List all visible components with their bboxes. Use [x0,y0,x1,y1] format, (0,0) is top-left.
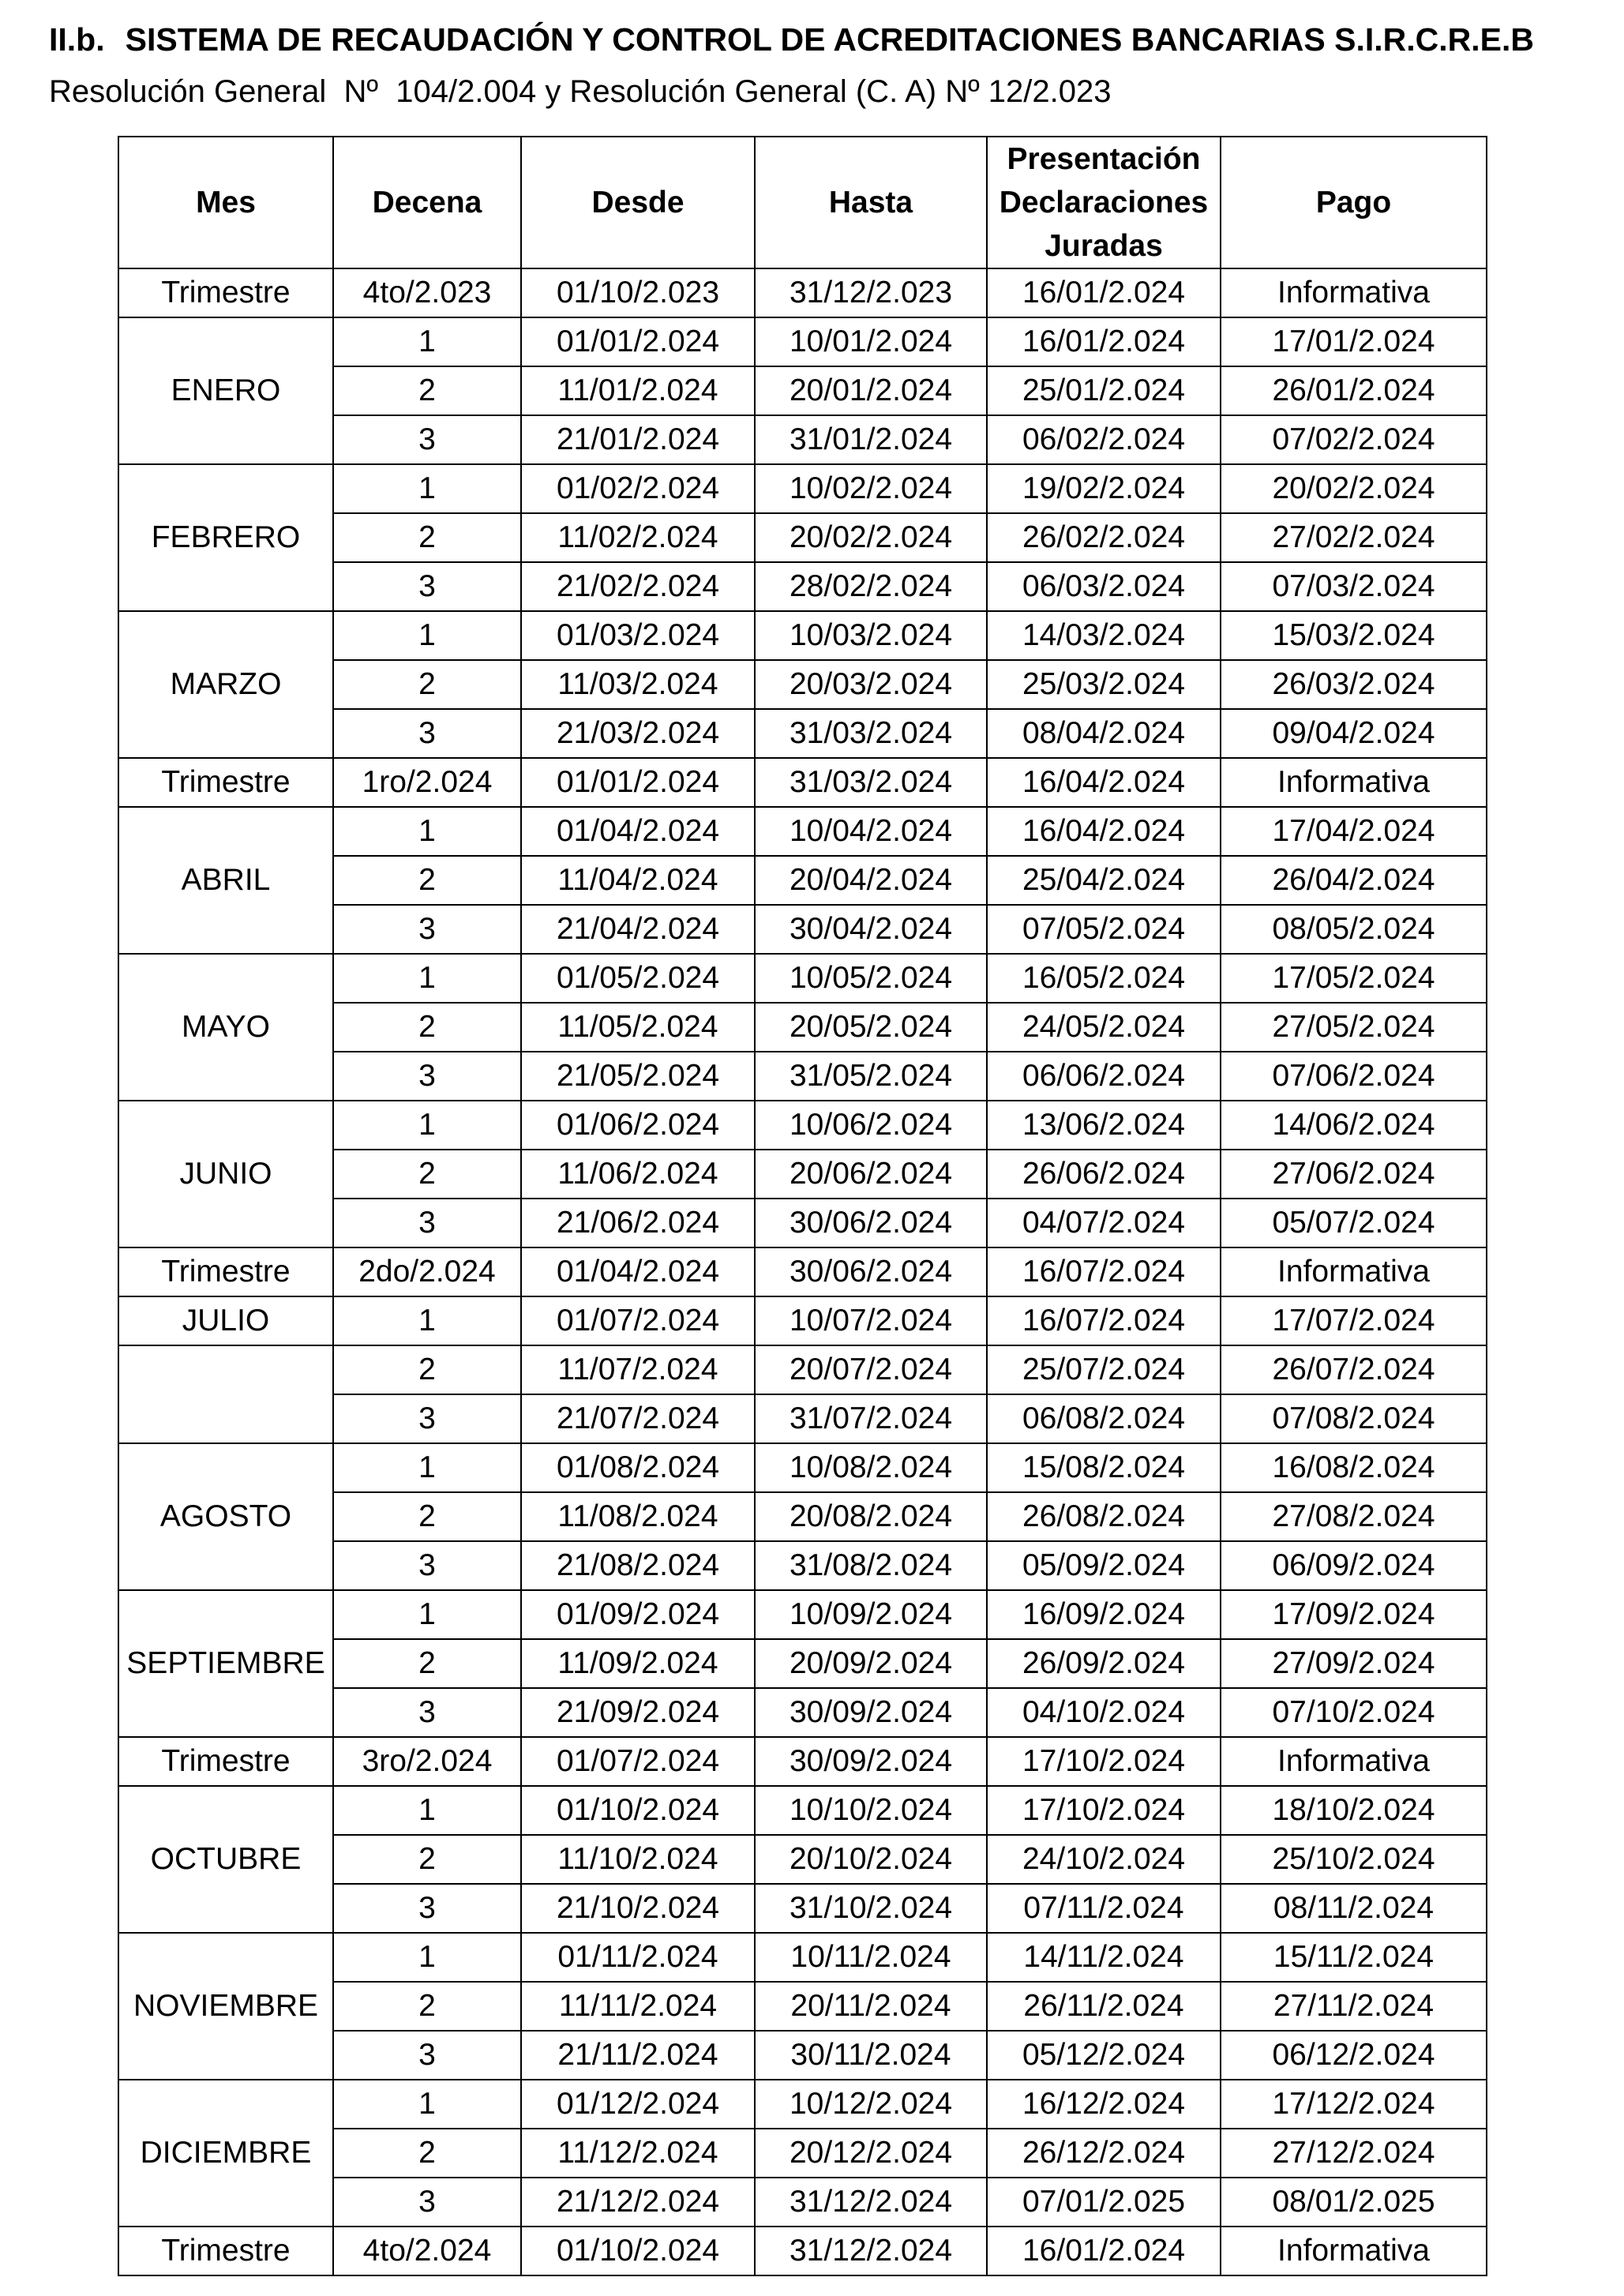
cell-desde: 21/07/2.024 [521,1394,755,1443]
cell-presentacion: 07/11/2.024 [987,1884,1221,1933]
cell-hasta: 31/03/2.024 [755,758,987,807]
cell-mes: ENERO [118,317,333,464]
cell-mes: MARZO [118,611,333,758]
cell-pago: Informativa [1221,2227,1487,2275]
cell-desde: 11/08/2.024 [521,1492,755,1541]
cell-presentacion: 26/02/2.024 [987,513,1221,562]
cell-decena: 3 [333,1394,521,1443]
cell-decena: 1 [333,1443,521,1492]
cell-decena: 3 [333,2031,521,2080]
cell-hasta: 31/08/2.024 [755,1541,987,1590]
cell-pago: 07/06/2.024 [1221,1052,1487,1101]
cell-mes [118,1345,333,1443]
table-row [118,464,1487,513]
cell-presentacion: 26/11/2.024 [987,1982,1221,2031]
sircreb-schedule-table [118,136,1487,2276]
cell-presentacion: 25/07/2.024 [987,1345,1221,1394]
cell-pago: 14/06/2.024 [1221,1101,1487,1150]
cell-pago: 17/12/2.024 [1221,2080,1487,2129]
cell-decena: 3 [333,2178,521,2227]
cell-desde: 01/10/2.023 [521,268,755,317]
cell-decena: 2 [333,1639,521,1688]
cell-desde: 01/12/2.024 [521,2080,755,2129]
cell-hasta: 20/11/2.024 [755,1982,987,2031]
cell-desde: 01/04/2.024 [521,807,755,856]
schedule-body [118,268,1487,2275]
cell-pago: 07/03/2.024 [1221,562,1487,611]
table-row [118,268,1487,317]
cell-decena: 3 [333,1541,521,1590]
cell-mes: JULIO [118,1296,333,1345]
cell-pago: 17/09/2.024 [1221,1590,1487,1639]
cell-pago: 20/02/2.024 [1221,464,1487,513]
cell-hasta: 31/10/2.024 [755,1884,987,1933]
cell-hasta: 30/09/2.024 [755,1737,987,1786]
cell-pago: 07/10/2.024 [1221,1688,1487,1737]
cell-presentacion: 05/12/2.024 [987,2031,1221,2080]
cell-pago: 27/05/2.024 [1221,1003,1487,1052]
cell-decena: 4to/2.023 [333,268,521,317]
cell-desde: 11/04/2.024 [521,856,755,905]
cell-hasta: 31/05/2.024 [755,1052,987,1101]
cell-desde: 21/09/2.024 [521,1688,755,1737]
cell-presentacion: 17/10/2.024 [987,1786,1221,1835]
cell-mes: Trimestre [118,758,333,807]
cell-decena: 2 [333,1982,521,2031]
cell-presentacion: 05/09/2.024 [987,1541,1221,1590]
cell-pago: 08/05/2.024 [1221,905,1487,954]
cell-hasta: 10/10/2.024 [755,1786,987,1835]
cell-mes: Trimestre [118,1247,333,1296]
cell-presentacion: 06/06/2.024 [987,1052,1221,1101]
cell-pago: Informativa [1221,268,1487,317]
cell-pago: 25/10/2.024 [1221,1835,1487,1884]
cell-decena: 4to/2.024 [333,2227,521,2275]
table-row [118,317,1487,366]
cell-desde: 01/05/2.024 [521,954,755,1003]
cell-desde: 01/10/2.024 [521,1786,755,1835]
cell-presentacion: 15/08/2.024 [987,1443,1221,1492]
header-presentacion [987,137,1221,268]
cell-hasta: 10/05/2.024 [755,954,987,1003]
cell-mes: OCTUBRE [118,1786,333,1933]
cell-pago: 05/07/2.024 [1221,1199,1487,1247]
cell-hasta: 20/02/2.024 [755,513,987,562]
cell-desde: 11/10/2.024 [521,1835,755,1884]
cell-pago: Informativa [1221,1737,1487,1786]
cell-hasta: 20/07/2.024 [755,1345,987,1394]
header-hasta: Hasta [755,137,987,268]
cell-hasta: 31/12/2.024 [755,2178,987,2227]
header-presentacion-line-1: Presentación [1007,142,1201,176]
cell-decena: 2 [333,1003,521,1052]
cell-mes: DICIEMBRE [118,2080,333,2227]
cell-desde: 21/02/2.024 [521,562,755,611]
resolution-subheading: Resolución General Nº 104/2.004 y Resolución General (C. A) Nº 12/2.023 [49,74,1112,109]
cell-desde: 11/02/2.024 [521,513,755,562]
cell-decena: 3 [333,1199,521,1247]
cell-decena: 2 [333,856,521,905]
cell-hasta: 10/11/2.024 [755,1933,987,1982]
cell-pago: 26/07/2.024 [1221,1345,1487,1394]
cell-mes: FEBRERO [118,464,333,611]
cell-presentacion: 16/04/2.024 [987,758,1221,807]
cell-decena: 2 [333,1835,521,1884]
cell-hasta: 10/06/2.024 [755,1101,987,1150]
cell-decena: 2 [333,660,521,709]
cell-desde: 01/11/2.024 [521,1933,755,1982]
cell-pago: 16/08/2.024 [1221,1443,1487,1492]
cell-decena: 3 [333,1052,521,1101]
cell-pago: 17/05/2.024 [1221,954,1487,1003]
cell-hasta: 31/01/2.024 [755,415,987,464]
cell-presentacion: 25/03/2.024 [987,660,1221,709]
cell-pago: 17/07/2.024 [1221,1296,1487,1345]
cell-presentacion: 08/04/2.024 [987,709,1221,758]
cell-hasta: 10/12/2.024 [755,2080,987,2129]
cell-presentacion: 26/09/2.024 [987,1639,1221,1688]
cell-hasta: 28/02/2.024 [755,562,987,611]
cell-mes: JUNIO [118,1101,333,1247]
cell-decena: 3ro/2.024 [333,1737,521,1786]
cell-mes: Trimestre [118,268,333,317]
cell-presentacion: 06/08/2.024 [987,1394,1221,1443]
cell-decena: 3 [333,1688,521,1737]
cell-pago: 26/01/2.024 [1221,366,1487,415]
cell-desde: 11/05/2.024 [521,1003,755,1052]
header-presentacion-line-3: Juradas [1045,229,1163,263]
cell-presentacion: 06/03/2.024 [987,562,1221,611]
cell-hasta: 30/06/2.024 [755,1199,987,1247]
cell-presentacion: 24/05/2.024 [987,1003,1221,1052]
cell-desde: 11/01/2.024 [521,366,755,415]
table-row [118,2080,1487,2129]
cell-pago: 06/12/2.024 [1221,2031,1487,2080]
cell-presentacion: 17/10/2.024 [987,1737,1221,1786]
cell-hasta: 20/06/2.024 [755,1150,987,1199]
cell-desde: 01/07/2.024 [521,1296,755,1345]
cell-decena: 1 [333,1101,521,1150]
cell-pago: Informativa [1221,758,1487,807]
table-row [118,1101,1487,1150]
cell-desde: 01/09/2.024 [521,1590,755,1639]
cell-decena: 3 [333,415,521,464]
cell-presentacion: 16/05/2.024 [987,954,1221,1003]
cell-pago: 17/01/2.024 [1221,317,1487,366]
header-desde: Desde [521,137,755,268]
cell-hasta: 20/10/2.024 [755,1835,987,1884]
cell-decena: 1 [333,2080,521,2129]
cell-mes: Trimestre [118,1737,333,1786]
table-row [118,1247,1487,1296]
cell-presentacion: 07/01/2.025 [987,2178,1221,2227]
table-row [118,1737,1487,1786]
cell-hasta: 10/07/2.024 [755,1296,987,1345]
table-row [118,1933,1487,1982]
cell-pago: 09/04/2.024 [1221,709,1487,758]
cell-desde: 21/03/2.024 [521,709,755,758]
cell-hasta: 20/08/2.024 [755,1492,987,1541]
cell-decena: 1 [333,1933,521,1982]
cell-presentacion: 16/04/2.024 [987,807,1221,856]
cell-hasta: 31/12/2.024 [755,2227,987,2275]
cell-mes: AGOSTO [118,1443,333,1590]
header-presentacion-line-2: Declaraciones [999,186,1209,219]
cell-pago: 27/08/2.024 [1221,1492,1487,1541]
cell-desde: 01/10/2.024 [521,2227,755,2275]
cell-presentacion: 26/08/2.024 [987,1492,1221,1541]
cell-presentacion: 25/04/2.024 [987,856,1221,905]
cell-pago: 06/09/2.024 [1221,1541,1487,1590]
table-row [118,807,1487,856]
cell-presentacion: 13/06/2.024 [987,1101,1221,1150]
cell-desde: 11/09/2.024 [521,1639,755,1688]
cell-desde: 01/06/2.024 [521,1101,755,1150]
cell-hasta: 31/12/2.023 [755,268,987,317]
cell-hasta: 20/05/2.024 [755,1003,987,1052]
cell-hasta: 20/09/2.024 [755,1639,987,1688]
cell-pago: 15/03/2.024 [1221,611,1487,660]
cell-pago: 08/01/2.025 [1221,2178,1487,2227]
cell-desde: 21/05/2.024 [521,1052,755,1101]
cell-desde: 21/06/2.024 [521,1199,755,1247]
cell-desde: 11/07/2.024 [521,1345,755,1394]
cell-hasta: 20/12/2.024 [755,2129,987,2178]
table-row [118,2227,1487,2275]
cell-pago: 15/11/2.024 [1221,1933,1487,1982]
header-decena: Decena [333,137,521,268]
cell-presentacion: 16/07/2.024 [987,1247,1221,1296]
cell-decena: 1 [333,611,521,660]
table-row [118,1443,1487,1492]
cell-desde: 11/06/2.024 [521,1150,755,1199]
cell-mes: MAYO [118,954,333,1101]
cell-decena: 2 [333,1150,521,1199]
cell-presentacion: 04/10/2.024 [987,1688,1221,1737]
table-row [118,1296,1487,1345]
cell-decena: 1ro/2.024 [333,758,521,807]
cell-mes: ABRIL [118,807,333,954]
table-row [118,1786,1487,1835]
cell-presentacion: 07/05/2.024 [987,905,1221,954]
cell-presentacion: 14/03/2.024 [987,611,1221,660]
cell-hasta: 30/06/2.024 [755,1247,987,1296]
cell-mes: SEPTIEMBRE [118,1590,333,1737]
cell-decena: 2do/2.024 [333,1247,521,1296]
cell-pago: 26/03/2.024 [1221,660,1487,709]
cell-decena: 3 [333,905,521,954]
cell-presentacion: 16/12/2.024 [987,2080,1221,2129]
table-row [118,611,1487,660]
cell-desde: 21/01/2.024 [521,415,755,464]
cell-presentacion: 04/07/2.024 [987,1199,1221,1247]
cell-pago: 18/10/2.024 [1221,1786,1487,1835]
cell-hasta: 10/08/2.024 [755,1443,987,1492]
cell-desde: 01/04/2.024 [521,1247,755,1296]
cell-desde: 01/07/2.024 [521,1737,755,1786]
cell-desde: 01/01/2.024 [521,317,755,366]
cell-mes: NOVIEMBRE [118,1933,333,2080]
table-row [118,758,1487,807]
cell-hasta: 10/01/2.024 [755,317,987,366]
cell-desde: 01/03/2.024 [521,611,755,660]
cell-decena: 2 [333,366,521,415]
cell-desde: 11/12/2.024 [521,2129,755,2178]
cell-pago: 27/12/2.024 [1221,2129,1487,2178]
cell-hasta: 20/04/2.024 [755,856,987,905]
cell-presentacion: 16/09/2.024 [987,1590,1221,1639]
cell-decena: 1 [333,807,521,856]
cell-pago: 17/04/2.024 [1221,807,1487,856]
header-pago: Pago [1221,137,1487,268]
cell-pago: 08/11/2.024 [1221,1884,1487,1933]
cell-decena: 3 [333,1884,521,1933]
cell-presentacion: 06/02/2.024 [987,415,1221,464]
cell-presentacion: 16/07/2.024 [987,1296,1221,1345]
cell-presentacion: 16/01/2.024 [987,2227,1221,2275]
cell-desde: 01/08/2.024 [521,1443,755,1492]
cell-decena: 2 [333,2129,521,2178]
cell-mes: Trimestre [118,2227,333,2275]
cell-decena: 1 [333,1786,521,1835]
cell-presentacion: 19/02/2.024 [987,464,1221,513]
cell-desde: 11/03/2.024 [521,660,755,709]
cell-decena: 2 [333,1492,521,1541]
cell-pago: 27/11/2.024 [1221,1982,1487,2031]
cell-pago: Informativa [1221,1247,1487,1296]
cell-desde: 21/11/2.024 [521,2031,755,2080]
table-row [118,1345,1487,1394]
cell-desde: 11/11/2.024 [521,1982,755,2031]
cell-hasta: 10/02/2.024 [755,464,987,513]
cell-pago: 07/02/2.024 [1221,415,1487,464]
cell-decena: 1 [333,954,521,1003]
cell-presentacion: 26/12/2.024 [987,2129,1221,2178]
header-mes: Mes [118,137,333,268]
cell-hasta: 10/04/2.024 [755,807,987,856]
cell-decena: 2 [333,513,521,562]
cell-hasta: 10/03/2.024 [755,611,987,660]
cell-desde: 21/04/2.024 [521,905,755,954]
table-header-row [118,137,1487,268]
cell-pago: 27/09/2.024 [1221,1639,1487,1688]
cell-hasta: 30/11/2.024 [755,2031,987,2080]
table-row [118,954,1487,1003]
cell-decena: 3 [333,709,521,758]
cell-decena: 1 [333,1296,521,1345]
cell-desde: 01/01/2.024 [521,758,755,807]
cell-hasta: 10/09/2.024 [755,1590,987,1639]
cell-desde: 01/02/2.024 [521,464,755,513]
table-row [118,1590,1487,1639]
cell-desde: 21/08/2.024 [521,1541,755,1590]
cell-hasta: 30/09/2.024 [755,1688,987,1737]
cell-decena: 2 [333,1345,521,1394]
cell-hasta: 31/07/2.024 [755,1394,987,1443]
cell-presentacion: 16/01/2.024 [987,317,1221,366]
cell-presentacion: 25/01/2.024 [987,366,1221,415]
cell-desde: 21/10/2.024 [521,1884,755,1933]
cell-pago: 27/06/2.024 [1221,1150,1487,1199]
cell-hasta: 20/03/2.024 [755,660,987,709]
document-heading [49,17,1534,62]
cell-hasta: 31/03/2.024 [755,709,987,758]
cell-hasta: 30/04/2.024 [755,905,987,954]
section-number: II.b. [49,21,105,58]
section-title: SISTEMA DE RECAUDACIÓN Y CONTROL DE ACREDITACIONES BANCARIAS S.I.R.C.R.E.B [125,21,1535,58]
cell-presentacion: 14/11/2.024 [987,1933,1221,1982]
cell-pago: 27/02/2.024 [1221,513,1487,562]
cell-pago: 26/04/2.024 [1221,856,1487,905]
cell-presentacion: 26/06/2.024 [987,1150,1221,1199]
cell-hasta: 20/01/2.024 [755,366,987,415]
cell-decena: 1 [333,464,521,513]
cell-pago: 07/08/2.024 [1221,1394,1487,1443]
cell-presentacion: 16/01/2.024 [987,268,1221,317]
cell-decena: 1 [333,1590,521,1639]
cell-desde: 21/12/2.024 [521,2178,755,2227]
cell-decena: 1 [333,317,521,366]
cell-presentacion: 24/10/2.024 [987,1835,1221,1884]
cell-decena: 3 [333,562,521,611]
